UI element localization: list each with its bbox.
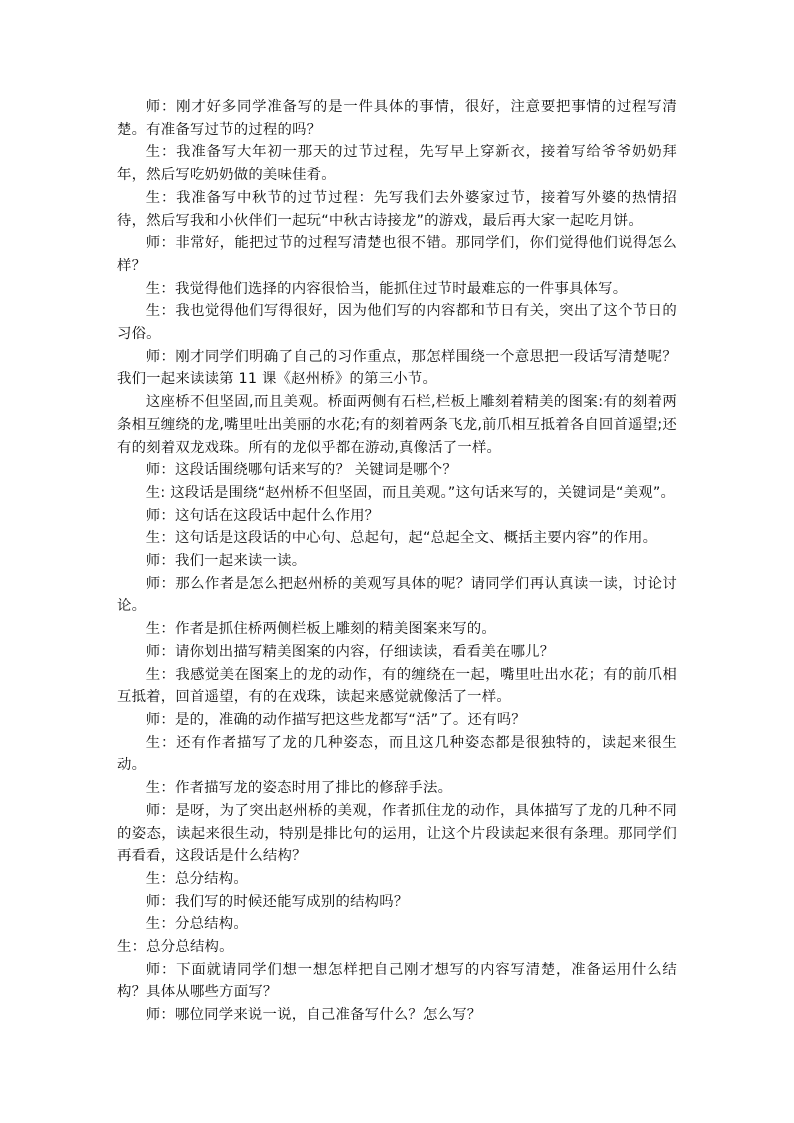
paragraph: 生：我觉得他们选择的内容很恰当，能抓住过节时最难忘的一件事具体写。 <box>145 280 628 297</box>
paragraph: 生：总分结构。 <box>145 870 248 887</box>
paragraph: 师：我们写的时候还能写成别的结构吗？ <box>145 893 409 910</box>
quoted-text-paragraph: 这座桥不但坚固,而且美观。桥面两侧有石栏,栏板上雕刻着精美的图案:有的刻着两条相互缠绕的龙,嘴里吐出美丽的水花;有的刻着两条飞龙,前爪相互抵着各自回首遥望;还有的刻着双龙戏珠。所有的龙似乎都在游动,真像活了一样。 <box>117 394 677 456</box>
paragraph: 生：分总结构。 <box>145 916 248 933</box>
paragraph: 师：我们一起来读一读。 <box>145 553 307 570</box>
paragraph: 生：作者描写龙的姿态时用了排比的修辞手法。 <box>145 780 453 797</box>
paragraph: 师：请你划出描写精美图案的内容，仔细读读，看看美在哪儿？ <box>145 643 555 660</box>
lesson-transcript <box>117 96 677 1027</box>
paragraph: 师：下面就请同学们想一想怎样把自己刚才想写的内容写清楚，准备运用什么结构？具体从哪些方面写？ <box>117 961 677 1001</box>
paragraph: 师：这段话围绕哪句话来写的？ 关键词是哪个？ <box>145 462 457 479</box>
paragraph: 师：这句话在这段话中起什么作用？ <box>145 507 380 524</box>
paragraph: 师：非常好，能把过节的过程写清楚也很不错。那同学们，你们觉得他们说得怎么样？ <box>117 235 677 274</box>
paragraph: 师：那么作者是怎么把赵州桥的美观写具体的呢？请同学们再认真读一读，讨论讨论。 <box>117 575 677 615</box>
paragraph: 生: 这段话是围绕“赵州桥不但坚固，而且美观。”这句话来写的，关键词是“美观”。 <box>145 484 676 501</box>
paragraph-unindented: 生：总分总结构。 <box>117 939 234 956</box>
paragraph: 生：我也觉得他们写得很好，因为他们写的内容都和节日有关，突出了这个节日的习俗。 <box>117 303 677 343</box>
paragraph: 生：我准备写大年初一那天的过节过程，先写早上穿新衣，接着写给爷爷奶奶拜年，然后写吃奶奶做的美味佳肴。 <box>117 144 677 184</box>
paragraph: 生：还有作者描写了龙的几种姿态，而且这几种姿态都是很独特的，读起来很生动。 <box>117 734 677 774</box>
paragraph: 师：是的，准确的动作描写把这些龙都写“活”了。还有吗？ <box>145 711 526 728</box>
paragraph: 生：我感觉美在图案上的龙的动作，有的缠绕在一起，嘴里吐出水花；有的前爪相互抵着，回首遥望，有的在戏珠，读起来感觉就像活了一样。 <box>117 666 677 706</box>
paragraph: 师：哪位同学来说一说，自己准备写什么？怎么写？ <box>145 1007 482 1024</box>
paragraph: 生：作者是抓住桥两侧栏板上雕刻的精美图案来写的。 <box>145 621 496 638</box>
paragraph: 生：这句话是这段话的中心句、总起句，起“总起全文、概括主要内容”的作用。 <box>145 530 658 547</box>
paragraph: 生：我准备写中秋节的过节过程：先写我们去外婆家过节，接着写外婆的热情招待，然后写我和小伙伴们一起玩“中秋古诗接龙”的游戏，最后再大家一起吃月饼。 <box>117 189 677 229</box>
paragraph: 师：刚才同学们明确了自己的习作重点，那怎样围绕一个意思把一段话写清楚呢？我们一起来读读第 11 课《赵州桥》的第三小节。 <box>117 348 677 388</box>
paragraph: 师：刚才好多同学准备写的是一件具体的事情，很好，注意要把事情的过程写清楚。有准备写过节的过程的吗？ <box>117 99 677 138</box>
paragraph: 师：是呀，为了突出赵州桥的美观，作者抓住龙的动作，具体描写了龙的几种不同的姿态，读起来很生动，特别是排比句的运用，让这个片段读起来很有条理。那同学们再看看，这段话是什么结构？ <box>117 802 677 865</box>
